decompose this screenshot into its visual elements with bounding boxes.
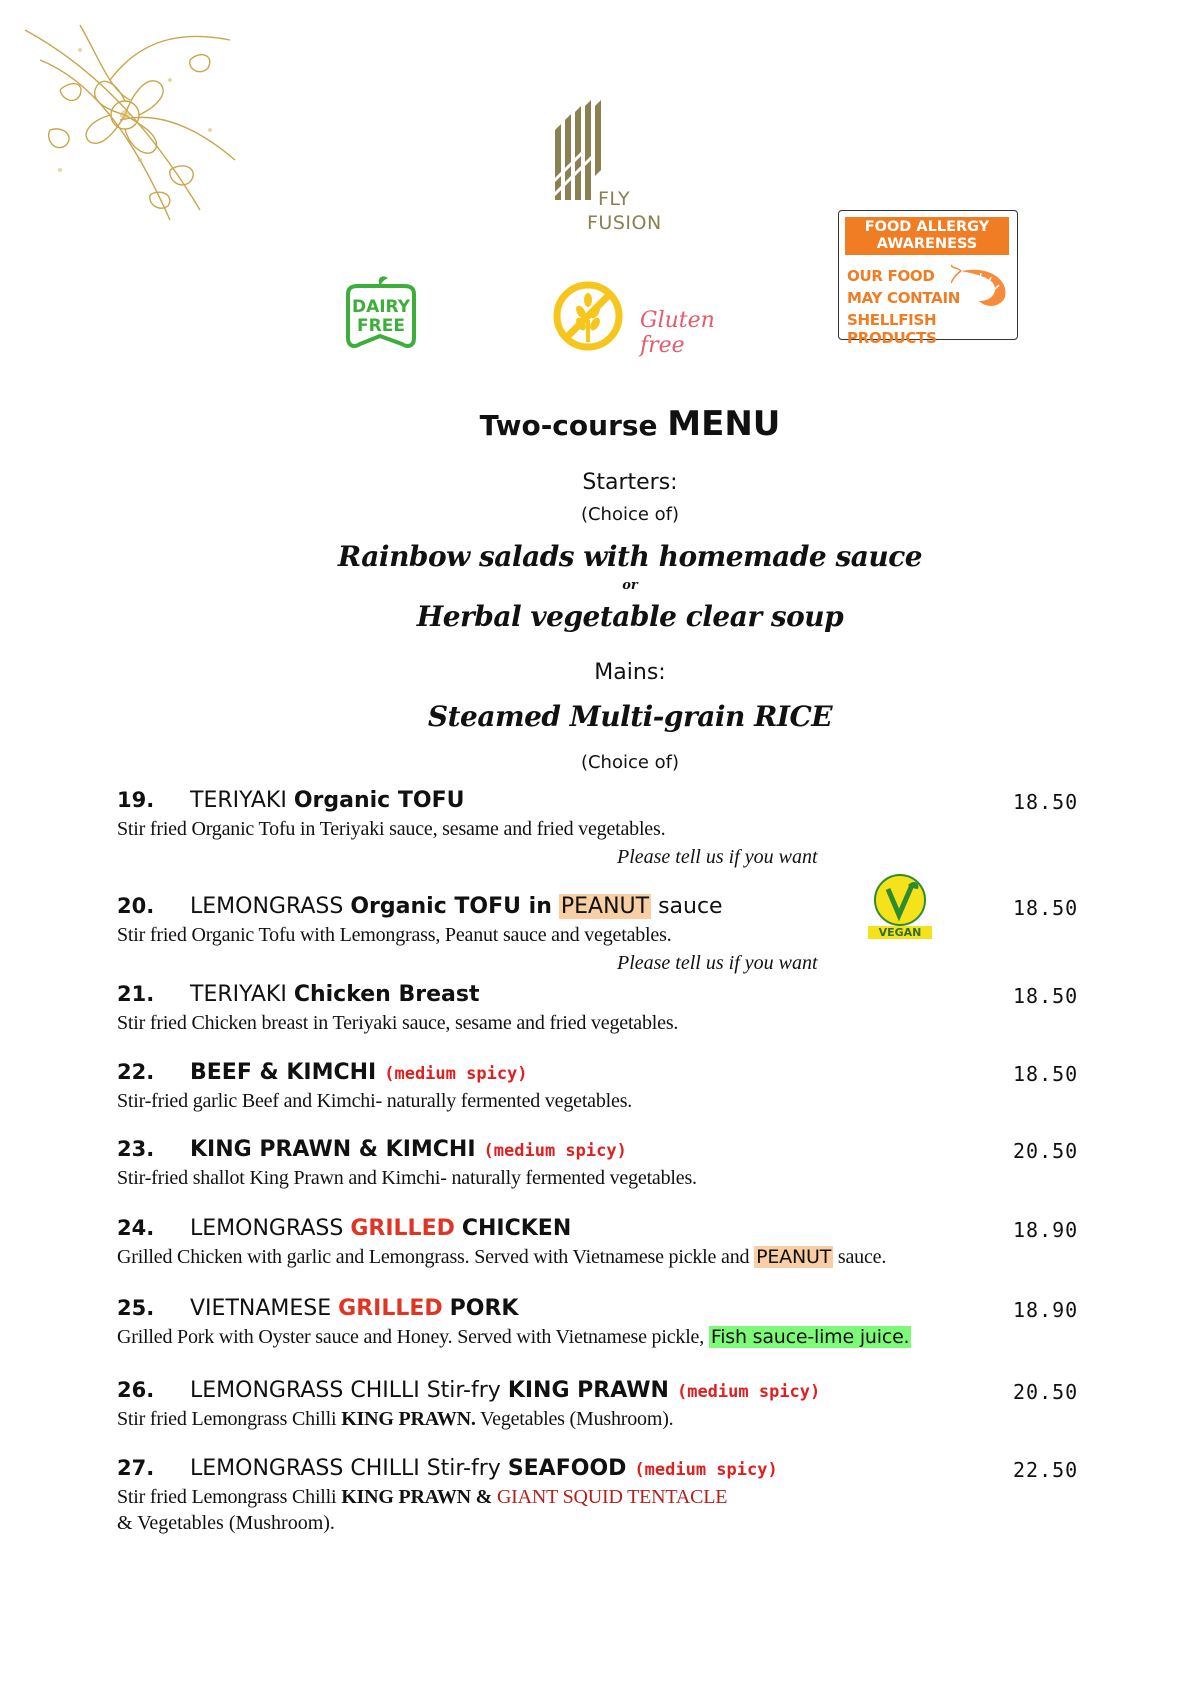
item-desc-bold: KING PRAWN. xyxy=(341,1408,476,1430)
item-name xyxy=(190,1378,820,1403)
allergy-line-2: MAY CONTAIN xyxy=(847,289,961,307)
starter-option-1: Rainbow salads with homemade sauce xyxy=(337,540,923,573)
starters-choice-note: (Choice of) xyxy=(580,504,680,525)
item-description-line-2: & Vegetables (Mushroom). xyxy=(117,1512,335,1534)
item-desc-red: GIANT SQUID TENTACLE xyxy=(496,1486,728,1508)
dairy-text-1: DAIRY xyxy=(351,297,411,317)
item-name-b: CHICKEN xyxy=(461,1216,572,1241)
item-number: 19. xyxy=(117,788,155,812)
item-name-a: TERIYAKI xyxy=(190,982,287,1007)
item-desc-end: Vegetables (Mushroom). xyxy=(480,1408,674,1430)
item-desc-end: sauce. xyxy=(837,1246,887,1268)
brand-line-2: FUSION xyxy=(587,212,662,234)
item-number: 21. xyxy=(117,982,155,1006)
item-description: Stir fried Organic Tofu in Teriyaki sauce, sesame and fried vegetables. xyxy=(117,818,666,840)
item-number: 27. xyxy=(117,1456,155,1480)
logo-mark-icon xyxy=(553,100,673,200)
item-description xyxy=(117,1408,673,1431)
item-desc-text: Grilled Chicken with garlic and Lemongrass. Served with Vietnamese pickle and xyxy=(117,1246,750,1268)
item-description xyxy=(117,1486,727,1509)
item-desc-text: Stir fried Lemongrass Chilli xyxy=(117,1408,337,1430)
fish-sauce-highlight: Fish sauce-lime juice. xyxy=(710,1326,910,1348)
menu-title xyxy=(0,404,1192,444)
allergy-header xyxy=(845,217,1009,255)
item-name-a: LEMONGRASS CHILLI Stir-fry xyxy=(190,1378,501,1403)
vegan-text: VEGAN xyxy=(868,926,932,939)
item-name xyxy=(190,1137,627,1162)
peanut-highlight: PEANUT xyxy=(756,1246,832,1268)
dairy-text-2: FREE xyxy=(357,316,405,336)
gluten-free-text: Gluten free xyxy=(640,308,715,358)
title-big: MENU xyxy=(667,404,781,444)
item-name-a: VIETNAMESE xyxy=(190,1296,332,1321)
item-name-d: sauce xyxy=(658,894,723,919)
brand-line-1: FLY xyxy=(598,188,631,210)
peanut-highlight: PEANUT xyxy=(560,894,650,919)
item-description: Stir fried Organic Tofu with Lemongrass, Peanut sauce and vegetables. xyxy=(117,924,672,946)
item-number: 26. xyxy=(117,1378,155,1402)
item-price: 18.50 xyxy=(1013,984,1079,1008)
item-number: 24. xyxy=(117,1216,155,1240)
vegan-badge xyxy=(868,873,932,943)
item-number: 20. xyxy=(117,894,155,918)
item-price: 18.90 xyxy=(1013,1298,1079,1322)
item-name-b: Organic TOFU xyxy=(293,788,465,813)
item-name xyxy=(190,1456,778,1481)
item-name-b: SEAFOOD xyxy=(507,1456,627,1481)
wheat-crossed-icon xyxy=(548,280,628,352)
item-desc-text: Grilled Pork with Oyster sauce and Honey. Served with Vietnamese pickle, xyxy=(117,1326,705,1348)
item-name-b: Chicken Breast xyxy=(293,982,480,1007)
item-name xyxy=(190,982,479,1007)
item-description: Stir fried Chicken breast in Teriyaki sauce, sesame and fried vegetables. xyxy=(117,1012,679,1034)
or-separator: or xyxy=(622,578,638,593)
item-name xyxy=(190,1296,518,1321)
item-name xyxy=(190,788,464,813)
vegan-v-icon xyxy=(868,873,932,929)
item-number: 23. xyxy=(117,1137,155,1161)
title-small: Two-course xyxy=(479,409,658,442)
shrimp-icon xyxy=(951,261,1013,311)
item-name-b: KING PRAWN & KIMCHI xyxy=(190,1137,476,1162)
item-number: 22. xyxy=(117,1060,155,1084)
mains-rice: Steamed Multi-grain RICE xyxy=(427,700,833,733)
floral-decoration xyxy=(20,20,250,230)
dairy-free-badge xyxy=(340,276,422,352)
item-name xyxy=(190,1216,571,1241)
item-price: 18.50 xyxy=(1013,790,1079,814)
spicy-label: (medium spicy) xyxy=(483,1141,627,1161)
allergy-header-2: AWARENESS xyxy=(876,236,978,252)
item-desc-bold: KING PRAWN & xyxy=(341,1486,493,1508)
item-description: Stir-fried shallot King Prawn and Kimchi- naturally fermented vegetables. xyxy=(117,1167,697,1189)
fly-fusion-logo xyxy=(553,100,673,240)
item-note: Please tell us if you want xyxy=(617,846,818,868)
item-price: 20.50 xyxy=(1013,1139,1079,1163)
allergy-line-3: SHELLFISH PRODUCTS xyxy=(847,311,937,347)
spicy-label: (medium spicy) xyxy=(634,1460,778,1480)
item-description xyxy=(117,1326,911,1349)
item-name-b: KING PRAWN xyxy=(507,1378,669,1403)
item-price: 20.50 xyxy=(1013,1380,1079,1404)
item-name xyxy=(190,894,723,919)
mains-heading: Mains: xyxy=(594,660,666,685)
item-description: Stir-fried garlic Beef and Kimchi- naturally fermented vegetables. xyxy=(117,1090,633,1112)
allergy-awareness-box xyxy=(838,210,1018,347)
item-price: 22.50 xyxy=(1013,1458,1079,1482)
item-price: 18.90 xyxy=(1013,1218,1079,1242)
item-name-a: LEMONGRASS xyxy=(190,1216,344,1241)
item-name-a: LEMONGRASS CHILLI Stir-fry xyxy=(190,1456,501,1481)
item-name-b: BEEF & KIMCHI xyxy=(190,1060,377,1085)
spicy-label: (medium spicy) xyxy=(384,1064,528,1084)
allergy-line-1: OUR FOOD xyxy=(847,267,935,285)
starters-heading: Starters: xyxy=(582,470,678,495)
item-note: Please tell us if you want xyxy=(617,952,818,974)
item-desc-text: Stir fried Lemongrass Chilli xyxy=(117,1486,337,1508)
spicy-label: (medium spicy) xyxy=(676,1382,821,1402)
allergy-header-1: FOOD ALLERGY xyxy=(864,219,990,235)
item-number: 25. xyxy=(117,1296,155,1320)
item-name-red: GRILLED xyxy=(338,1296,443,1321)
item-name-b: Organic TOFU in xyxy=(350,894,552,919)
item-price: 18.50 xyxy=(1013,896,1079,920)
mains-choice-note: (Choice of) xyxy=(580,752,680,773)
item-name-a: LEMONGRASS xyxy=(190,894,344,919)
item-price: 18.50 xyxy=(1013,1062,1079,1086)
item-name-red: GRILLED xyxy=(350,1216,455,1241)
item-name-a: TERIYAKI xyxy=(190,788,287,813)
item-name xyxy=(190,1060,528,1085)
gluten-free-badge xyxy=(548,280,758,358)
item-name-b: PORK xyxy=(449,1296,519,1321)
item-description xyxy=(117,1246,886,1269)
starter-option-2: Herbal vegetable clear soup xyxy=(416,600,844,633)
